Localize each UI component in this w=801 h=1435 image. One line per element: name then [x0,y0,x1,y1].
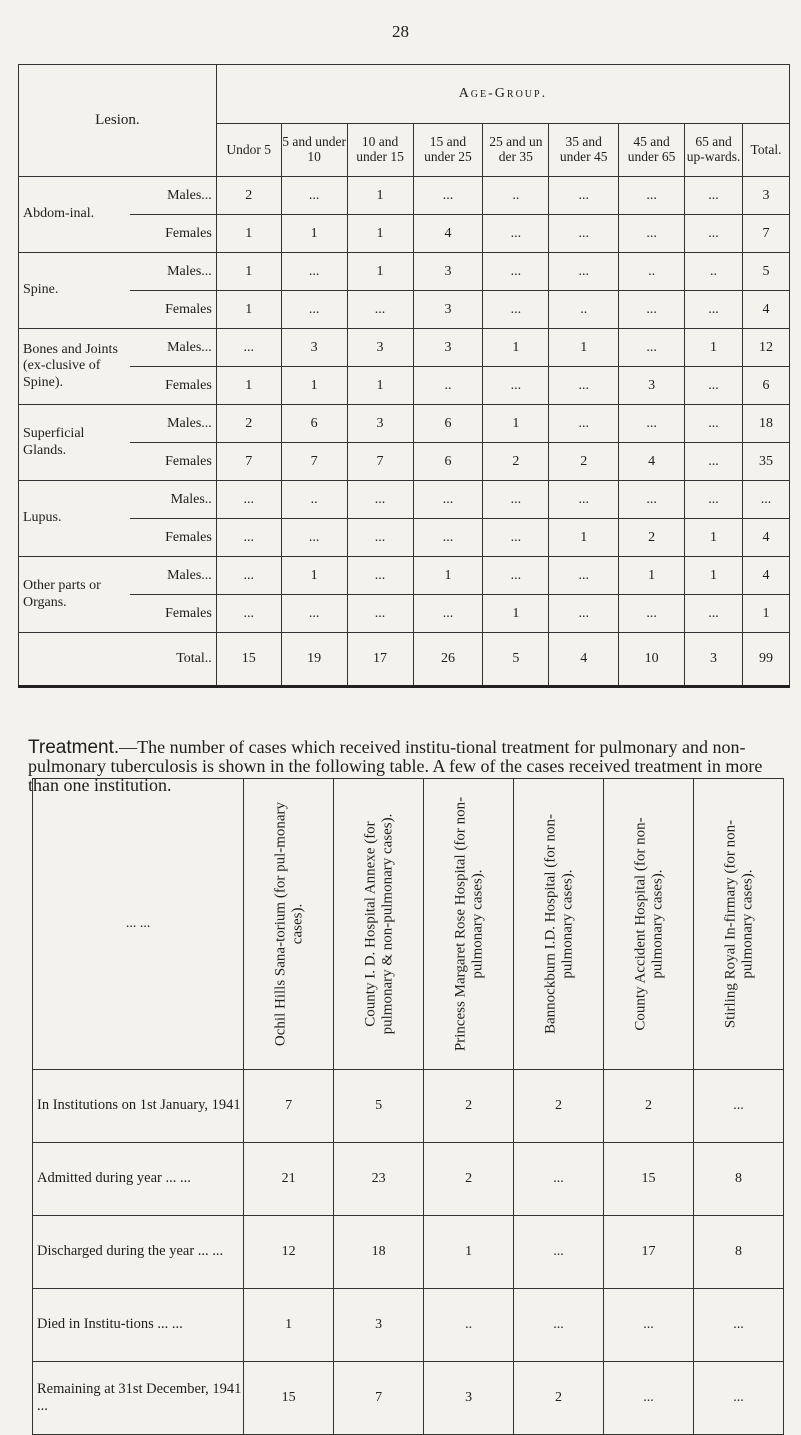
table-cell: 1 [281,215,347,253]
table-cell: 3 [413,329,483,367]
table-cell: ... [483,481,549,519]
age-column-header: Undor 5 [216,124,281,177]
table-cell: ... [619,329,685,367]
table-row [19,443,790,481]
table-row [19,177,790,215]
table-cell: 1 [549,329,619,367]
age-column-header: Total. [743,124,790,177]
table-cell: ... [347,557,413,595]
table-cell: 7 [281,443,347,481]
table-cell: 1 [424,1216,514,1289]
table-cell: ... [413,177,483,215]
table-cell: ... [483,557,549,595]
table-cell: 1 [685,329,743,367]
table-cell: ... [694,1070,784,1143]
table-cell: ... [413,481,483,519]
table-cell: ... [413,595,483,633]
table-cell: 6 [413,405,483,443]
table-cell: 1 [216,253,281,291]
table-cell: ... [685,481,743,519]
total-cell: 3 [685,633,743,687]
table-cell: ... [483,519,549,557]
table-row [19,481,790,519]
table-cell: 4 [413,215,483,253]
age-column-header: 25 and un der 35 [483,124,549,177]
table-cell: .. [619,253,685,291]
table-cell: ... [483,367,549,405]
sex-label: Females [130,215,216,253]
table-cell: ... [514,1143,604,1216]
lesion-label: Abdom-inal. [19,177,131,253]
table-cell: 7 [334,1362,424,1435]
row-label: Died in Institu-tions ... ... [33,1289,244,1362]
corner-cell: ... ... [33,779,244,1070]
institution-name: County Accident Hospital (for non-pulmonary cases). [632,817,665,1031]
sex-label: Males... [130,405,216,443]
table-cell: ... [619,405,685,443]
institution-table [32,778,784,1435]
table-cell: ... [281,291,347,329]
sex-label: Females [130,291,216,329]
table-cell: .. [424,1289,514,1362]
table-row [19,253,790,291]
institution-header [604,779,694,1070]
table-cell: 4 [743,519,790,557]
table-cell: 2 [514,1070,604,1143]
table-cell: 12 [244,1216,334,1289]
age-column-header: 35 and under 45 [549,124,619,177]
table-cell: ... [413,519,483,557]
institution-header [694,779,784,1070]
table-cell: ... [549,177,619,215]
table-row [33,1216,784,1289]
table-cell: .. [685,253,743,291]
sex-label: Females [130,443,216,481]
institution-name: Princess Margaret Rose Hospital (for non-pulmonary cases). [452,796,485,1052]
table-cell: 1 [216,291,281,329]
total-cell: 15 [216,633,281,687]
table-cell: 15 [604,1143,694,1216]
table-cell: .. [281,481,347,519]
sex-label: Males... [130,253,216,291]
lesion-label: Bones and Joints (ex-clusive of Spine). [19,329,131,405]
age-column-header: 45 and under 65 [619,124,685,177]
table-cell: ... [694,1362,784,1435]
table-cell: ... [483,291,549,329]
table-cell: 1 [413,557,483,595]
table-cell: 15 [244,1362,334,1435]
table-cell: 1 [244,1289,334,1362]
table-cell: 1 [549,519,619,557]
table-cell: ... [483,253,549,291]
row-label: Admitted during year ... ... [33,1143,244,1216]
row-label: In Institutions on 1st January, 1941 [33,1070,244,1143]
table-cell: 6 [743,367,790,405]
table-cell: ... [685,443,743,481]
table-cell: ... [347,595,413,633]
total-cell: 4 [549,633,619,687]
table-cell: 4 [743,291,790,329]
treatment-text: —The number of cases which received institu-tional treatment for pulmonary and non-pulmonary tuberculosis is shown in the following table. A few of the cases received treatment in more than one institution. [28,737,763,795]
sex-label: Males... [130,557,216,595]
table-cell: 7 [244,1070,334,1143]
table-cell: 3 [347,329,413,367]
table-cell: 4 [743,557,790,595]
table-cell: 5 [743,253,790,291]
table-cell: .. [549,291,619,329]
age-column-header: 10 and under 15 [347,124,413,177]
treatment-heading: Treatment. [28,737,120,758]
age-column-header: 15 and under 25 [413,124,483,177]
table-cell: 1 [483,329,549,367]
table-cell: ... [281,595,347,633]
lesion-label: Lupus. [19,481,131,557]
table-cell: ... [685,595,743,633]
table-cell: 1 [483,595,549,633]
table-cell: ... [549,557,619,595]
table-row [19,367,790,405]
table-cell: 3 [619,367,685,405]
table-cell: 2 [619,519,685,557]
table-cell: 5 [334,1070,424,1143]
table-cell: 3 [743,177,790,215]
table-cell: ... [281,253,347,291]
lesion-label: Spine. [19,253,131,329]
lesion-label: Other parts or Organs. [19,557,131,633]
table-row [19,519,790,557]
table-cell: ... [347,519,413,557]
table-cell: ... [281,177,347,215]
table-cell: 1 [347,177,413,215]
table-cell: 7 [743,215,790,253]
table-cell: 2 [514,1362,604,1435]
sex-label: Females [130,519,216,557]
table-cell: ... [483,215,549,253]
table-cell: ... [619,215,685,253]
table-cell: 1 [483,405,549,443]
sex-label: Females [130,367,216,405]
table-cell: 8 [694,1143,784,1216]
table-cell: ... [619,177,685,215]
institution-name: Stirling Royal In-firmary (for non-pulmonary cases). [722,819,755,1029]
institution-header [244,779,334,1070]
table-cell: 21 [244,1143,334,1216]
table-cell: 18 [334,1216,424,1289]
table-cell: 7 [347,443,413,481]
table-cell: ... [216,481,281,519]
total-label: Total.. [19,633,217,687]
institution-name: County I. D. Hospital Annexe (for pulmonary & non-pulmonary cases). [362,813,395,1035]
table-cell: .. [483,177,549,215]
table-cell: ... [549,253,619,291]
total-cell: 17 [347,633,413,687]
page-number: 28 [392,22,409,41]
table-cell: ... [619,595,685,633]
table-cell: 2 [424,1143,514,1216]
sex-label: Males... [130,177,216,215]
institution-name: Ochil Hills Sana-torium (for pul-monary cases). [272,801,305,1047]
table-cell: 2 [483,443,549,481]
total-row [19,633,790,687]
table-cell: ... [549,367,619,405]
table-cell: ... [685,215,743,253]
age-group-table [18,64,790,688]
lesion-header: Lesion. [19,65,217,177]
institution-header [514,779,604,1070]
total-cell: 99 [743,633,790,687]
age-column-header: 65 and up-wards. [685,124,743,177]
total-cell: 10 [619,633,685,687]
table-cell: 4 [619,443,685,481]
table-cell: 1 [347,215,413,253]
sex-label: Males... [130,329,216,367]
table-cell: 18 [743,405,790,443]
table-cell: ... [549,481,619,519]
institution-header [334,779,424,1070]
table-cell: .. [413,367,483,405]
table-cell: ... [549,595,619,633]
table-cell: ... [549,215,619,253]
institution-header [424,779,514,1070]
total-cell: 19 [281,633,347,687]
table-cell: ... [281,519,347,557]
table-cell: 2 [216,177,281,215]
table-row [19,329,790,367]
table-cell: 1 [347,253,413,291]
total-cell: 26 [413,633,483,687]
table-cell: 3 [334,1289,424,1362]
table-cell: 2 [604,1070,694,1143]
table-cell: 6 [413,443,483,481]
lesion-label: Superficial Glands. [19,405,131,481]
table-cell: 1 [347,367,413,405]
table-cell: 1 [281,367,347,405]
table-cell: 1 [216,215,281,253]
table-cell: 23 [334,1143,424,1216]
table-cell: ... [347,291,413,329]
table-cell: 2 [216,405,281,443]
table-cell: ... [604,1362,694,1435]
table-row [33,1362,784,1435]
table-cell: ... [685,177,743,215]
table-row [33,1070,784,1143]
age-group-header: Age-Group. [216,65,789,124]
total-cell: 5 [483,633,549,687]
table-cell: ... [216,595,281,633]
table-row [33,1289,784,1362]
table-cell: ... [685,405,743,443]
table-cell: 3 [347,405,413,443]
table-cell: ... [619,291,685,329]
table-cell: 1 [216,367,281,405]
table-cell: 3 [281,329,347,367]
table-cell: ... [685,367,743,405]
table-cell: ... [685,291,743,329]
table-cell: 2 [424,1070,514,1143]
table-cell: 7 [216,443,281,481]
table-cell: 3 [413,253,483,291]
row-label: Remaining at 31st December, 1941 ... [33,1362,244,1435]
table-cell: 3 [424,1362,514,1435]
table-cell: ... [216,557,281,595]
table-cell: ... [514,1289,604,1362]
table-cell: 1 [743,595,790,633]
table-row [33,1143,784,1216]
table-cell: ... [216,519,281,557]
table-row [19,405,790,443]
table-row [19,557,790,595]
table-cell: 1 [685,519,743,557]
institution-name: Bannockburn I.D. Hospital (for non-pulmonary cases). [542,814,575,1034]
table-cell: ... [514,1216,604,1289]
table-cell: ... [216,329,281,367]
table-cell: ... [347,481,413,519]
table-row [19,215,790,253]
table-cell: 1 [685,557,743,595]
table-row [19,291,790,329]
table-cell: 8 [694,1216,784,1289]
table-cell: ... [549,405,619,443]
table-row [19,595,790,633]
sex-label: Males.. [130,481,216,519]
table-cell: 17 [604,1216,694,1289]
table-cell: 3 [413,291,483,329]
table-cell: 1 [281,557,347,595]
table-cell: 6 [281,405,347,443]
table-cell: ... [619,481,685,519]
age-column-header: 5 and under 10 [281,124,347,177]
table-cell: ... [743,481,790,519]
row-label: Discharged during the year ... ... [33,1216,244,1289]
sex-label: Females [130,595,216,633]
table-cell: 12 [743,329,790,367]
table-cell: 1 [619,557,685,595]
table-cell: ... [604,1289,694,1362]
table-cell: 2 [549,443,619,481]
table-cell: ... [694,1289,784,1362]
table-cell: 35 [743,443,790,481]
